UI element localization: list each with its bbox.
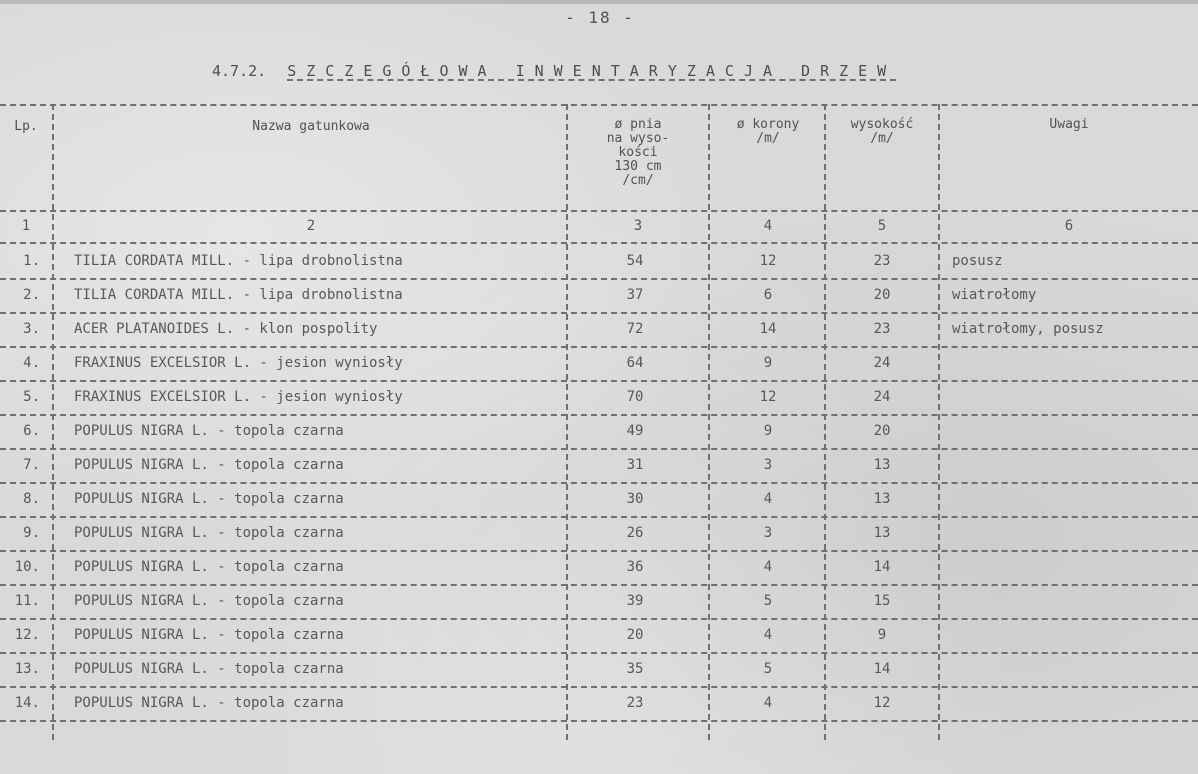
- row-trunk-diameter: 54: [626, 253, 644, 269]
- row-crown-diameter: 12: [759, 253, 777, 269]
- row-species-name: POPULUS NIGRA L. - topola czarna: [74, 559, 344, 575]
- row-lp: 5.: [23, 389, 40, 405]
- column-number-5: 5: [877, 218, 887, 234]
- row-height: 24: [873, 389, 891, 405]
- header-height: wysokość /m/: [850, 117, 914, 146]
- row-trunk-diameter: 70: [626, 389, 644, 405]
- header-lp: Lp.: [14, 119, 38, 134]
- row-species-name: POPULUS NIGRA L. - topola czarna: [74, 491, 344, 507]
- column-number-4: 4: [763, 218, 773, 234]
- row-trunk-diameter: 36: [626, 559, 644, 575]
- row-height: 9: [877, 627, 887, 643]
- header-name: Nazwa gatunkowa: [252, 119, 370, 134]
- row-height: 14: [873, 559, 891, 575]
- header-crown: ø korony /m/: [736, 117, 800, 146]
- row-height: 12: [873, 695, 891, 711]
- table-row: [0, 414, 1198, 449]
- row-lp: 8.: [23, 491, 40, 507]
- section-number: 4.7.2.: [212, 62, 267, 80]
- row-lp: 6.: [23, 423, 40, 439]
- row-trunk-diameter: 64: [626, 355, 644, 371]
- row-lp: 9.: [23, 525, 40, 541]
- table-row: [0, 516, 1198, 551]
- row-species-name: POPULUS NIGRA L. - topola czarna: [74, 525, 344, 541]
- row-species-name: POPULUS NIGRA L. - topola czarna: [74, 423, 344, 439]
- row-species-name: POPULUS NIGRA L. - topola czarna: [74, 695, 344, 711]
- row-species-name: POPULUS NIGRA L. - topola czarna: [74, 593, 344, 609]
- row-species-name: TILIA CORDATA MILL. - lipa drobnolistna: [74, 287, 403, 303]
- row-species-name: POPULUS NIGRA L. - topola czarna: [74, 661, 344, 677]
- row-lp: 7.: [23, 457, 40, 473]
- header-notes: Uwagi: [1049, 117, 1089, 132]
- table-row: [0, 448, 1198, 483]
- table-row: [0, 482, 1198, 517]
- row-lp: 2.: [23, 287, 40, 303]
- row-trunk-diameter: 35: [626, 661, 644, 677]
- row-species-name: POPULUS NIGRA L. - topola czarna: [74, 457, 344, 473]
- row-lp: 14.: [14, 695, 40, 711]
- row-lp: 4.: [23, 355, 40, 371]
- row-trunk-diameter: 26: [626, 525, 644, 541]
- row-crown-diameter: 5: [763, 661, 773, 677]
- table-row: [0, 380, 1198, 415]
- row-lp: 10.: [14, 559, 40, 575]
- row-crown-diameter: 9: [763, 355, 773, 371]
- table-row: [0, 278, 1198, 313]
- row-crown-diameter: 6: [763, 287, 773, 303]
- row-crown-diameter: 14: [759, 321, 777, 337]
- tree-inventory-table: [0, 100, 1198, 740]
- row-lp: 11.: [14, 593, 40, 609]
- table-row: [0, 312, 1198, 347]
- row-lp: 13.: [14, 661, 40, 677]
- row-height: 23: [873, 321, 891, 337]
- row-crown-diameter: 3: [763, 525, 773, 541]
- row-species-name: TILIA CORDATA MILL. - lipa drobnolistna: [74, 253, 403, 269]
- row-height: 20: [873, 287, 891, 303]
- row-lp: 3.: [23, 321, 40, 337]
- row-height: 20: [873, 423, 891, 439]
- row-crown-diameter: 4: [763, 491, 773, 507]
- header-diameter: ø pnia na wyso- kości 130 cm /cm/: [606, 117, 670, 188]
- row-height: 24: [873, 355, 891, 371]
- column-number-1: 1: [21, 218, 31, 234]
- row-notes: wiatrołomy: [952, 287, 1037, 303]
- row-species-name: POPULUS NIGRA L. - topola czarna: [74, 627, 344, 643]
- table-row: [0, 244, 1198, 279]
- row-height: 13: [873, 457, 891, 473]
- row-crown-diameter: 3: [763, 457, 773, 473]
- row-trunk-diameter: 49: [626, 423, 644, 439]
- row-trunk-diameter: 23: [626, 695, 644, 711]
- row-crown-diameter: 12: [759, 389, 777, 405]
- row-crown-diameter: 4: [763, 627, 773, 643]
- row-notes: posusz: [952, 253, 1003, 269]
- row-crown-diameter: 9: [763, 423, 773, 439]
- table-row: [0, 346, 1198, 381]
- section-title: SZCZEGÓŁOWA INWENTARYZACJA DRZEW: [287, 62, 897, 80]
- row-trunk-diameter: 37: [626, 287, 644, 303]
- row-notes: wiatrołomy, posusz: [952, 321, 1104, 337]
- table-row: [0, 686, 1198, 721]
- column-number-3: 3: [633, 218, 643, 234]
- row-height: 14: [873, 661, 891, 677]
- row-crown-diameter: 5: [763, 593, 773, 609]
- row-lp: 12.: [14, 627, 40, 643]
- table-row: [0, 652, 1198, 687]
- row-height: 15: [873, 593, 891, 609]
- section-heading: [212, 62, 896, 80]
- table-top-rule: [0, 104, 1198, 106]
- row-crown-diameter: 4: [763, 559, 773, 575]
- row-height: 13: [873, 491, 891, 507]
- row-crown-diameter: 4: [763, 695, 773, 711]
- row-trunk-diameter: 31: [626, 457, 644, 473]
- row-height: 23: [873, 253, 891, 269]
- row-species-name: ACER PLATANOIDES L. - klon pospolity: [74, 321, 378, 337]
- header-bottom-rule: [0, 210, 1198, 212]
- column-number-6: 6: [1064, 218, 1074, 234]
- row-lp: 1.: [23, 253, 40, 269]
- table-row: [0, 584, 1198, 619]
- table-row: [0, 550, 1198, 585]
- page-top-edge: [0, 0, 1198, 4]
- row-trunk-diameter: 30: [626, 491, 644, 507]
- row-trunk-diameter: 72: [626, 321, 644, 337]
- column-number-2: 2: [306, 218, 316, 234]
- table-bottom-rule: [0, 720, 1198, 722]
- row-height: 13: [873, 525, 891, 541]
- row-trunk-diameter: 39: [626, 593, 644, 609]
- row-species-name: FRAXINUS EXCELSIOR L. - jesion wyniosły: [74, 389, 403, 405]
- row-trunk-diameter: 20: [626, 627, 644, 643]
- table-row: [0, 618, 1198, 653]
- page-number: - 18 -: [565, 8, 635, 27]
- row-species-name: FRAXINUS EXCELSIOR L. - jesion wyniosły: [74, 355, 403, 371]
